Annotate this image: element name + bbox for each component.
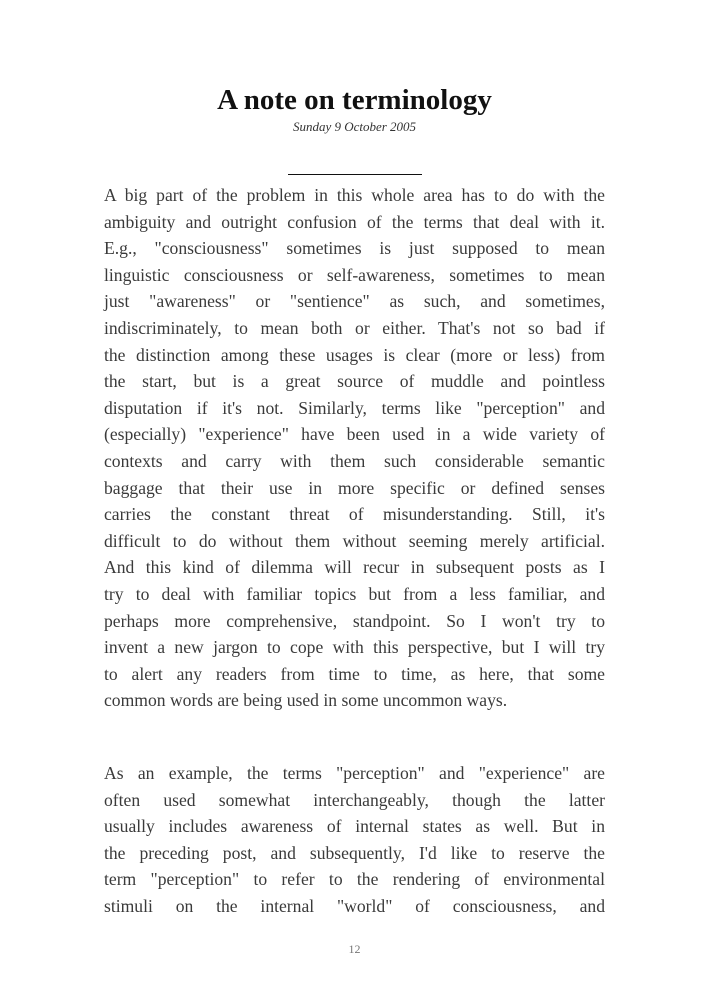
text-line: difficult to do without them without seeming merely artificial. <box>104 530 605 551</box>
text-line: carries the constant threat of misunderstanding. Still, it's <box>104 504 605 525</box>
text-line: term "perception" to refer to the rendering of environmental <box>104 869 605 890</box>
text-line: perhaps more comprehensive, standpoint. So I won't try to <box>104 610 605 631</box>
text-line: often used somewhat interchangeably, though the latter <box>104 789 605 810</box>
text-line: And this kind of dilemma will recur in subsequent posts as I <box>104 557 605 578</box>
text-line: disputation if it's not. Similarly, terms like "perception" and <box>104 397 605 418</box>
text-line: invent a new jargon to cope with this perspective, but I will try <box>104 637 605 658</box>
text-line: As an example, the terms "perception" and "experience" are <box>104 763 605 783</box>
page-number: 12 <box>348 942 361 956</box>
text-line: usually includes awareness of internal states as well. But in <box>104 816 605 837</box>
text-line: try to deal with familiar topics but from a less familiar, and <box>104 583 605 604</box>
post-date: Sunday 9 October 2005 <box>292 119 417 134</box>
text-line: A big part of the problem in this whole area has to do with the <box>104 185 605 205</box>
text-line: just "awareness" or "sentience" as such, and sometimes, <box>104 291 605 312</box>
body-paragraph-2 <box>104 760 605 920</box>
text-line: stimuli on the internal "world" of consciousness, and <box>104 895 605 916</box>
text-line: to alert any readers from time to time, as here, that some <box>104 663 605 684</box>
text-line: contexts and carry with them such considerable semantic <box>104 450 605 471</box>
text-line: the preceding post, and subsequently, I'd like to reserve the <box>104 842 605 863</box>
text-line: indiscriminately, to mean both or either. That's not so bad if <box>104 317 605 338</box>
body-paragraph-1 <box>104 182 605 714</box>
text-line: the distinction among these usages is clear (more or less) from <box>104 344 605 365</box>
text-line: common words are being used in some uncommon ways. <box>104 690 508 711</box>
text-line: E.g., "consciousness" sometimes is just supposed to mean <box>104 238 605 259</box>
page-title: A note on terminology <box>217 84 492 116</box>
text-line: ambiguity and outright confusion of the terms that deal with it. <box>104 211 605 232</box>
text-line: linguistic consciousness or self-awareness, sometimes to mean <box>104 264 605 285</box>
text-line: (especially) "experience" have been used in a wide variety of <box>104 424 605 445</box>
text-line: the start, but is a great source of muddle and pointless <box>104 371 605 392</box>
text-line: baggage that their use in more specific or defined senses <box>104 477 605 498</box>
title-divider <box>288 174 422 175</box>
